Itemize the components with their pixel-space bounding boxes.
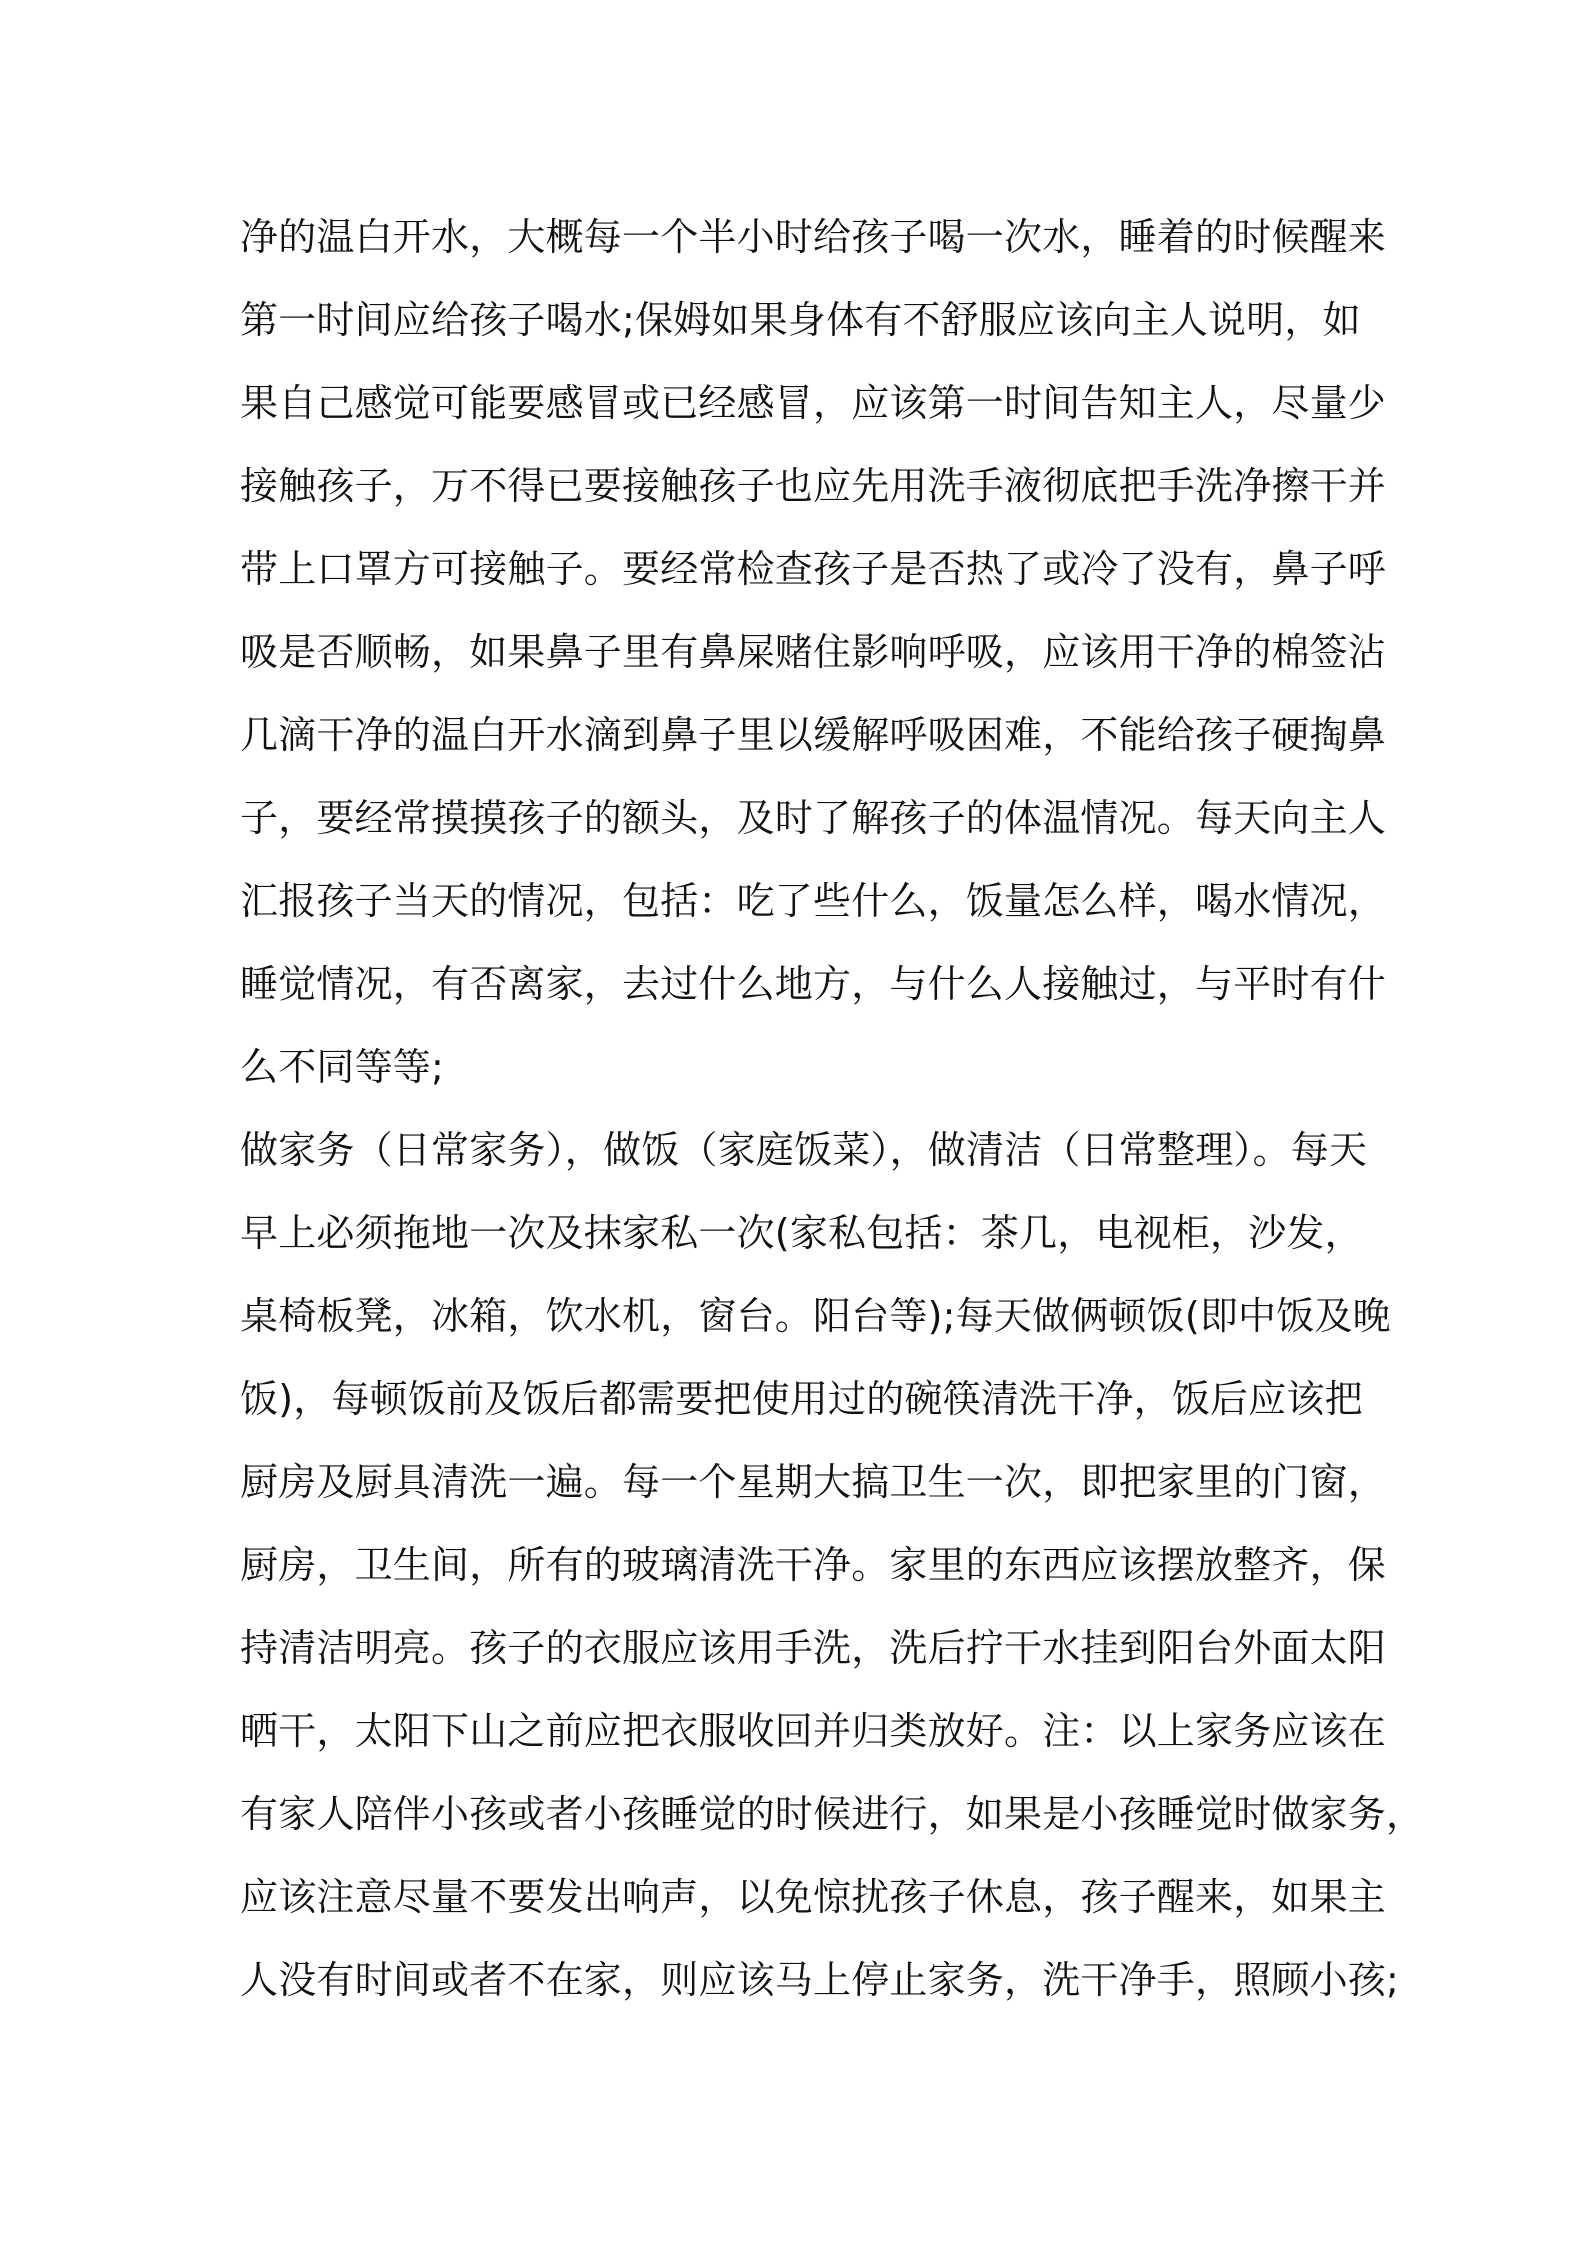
text-line-5: 带上口罩方可接触子。要经常检查孩子是否热了或冷了没有，鼻子呼 — [240, 547, 1387, 591]
text-line-7: 几滴干净的温白开水滴到鼻子里以缓解呼吸困难，不能给孩子硬掏鼻 — [240, 713, 1387, 757]
text-line-17: 厨房，卫生间，所有的玻璃清洗干净。家里的东西应该摆放整齐，保 — [240, 1543, 1387, 1587]
text-line-10: 睡觉情况，有否离家，去过什么地方，与什么人接触过，与平时有什 — [240, 962, 1387, 1006]
text-line-11: 么不同等等; — [240, 1045, 445, 1089]
text-line-22: 人没有时间或者不在家，则应该马上停止家务，洗干净手，照顾小孩; — [240, 1958, 1400, 2002]
text-line-21: 应该注意尽量不要发出响声，以免惊扰孩子休息，孩子醒来，如果主 — [240, 1875, 1387, 1919]
text-line-18: 持清洁明亮。孩子的衣服应该用手洗，洗后拧干水挂到阳台外面太阳 — [240, 1626, 1387, 1670]
text-line-1: 净的温白开水，大概每一个半小时给孩子喝一次水，睡着的时候醒来 — [240, 215, 1387, 259]
document-page — [240, 196, 1425, 2022]
text-line-8: 子，要经常摸摸孩子的额头，及时了解孩子的体温情况。每天向主人 — [240, 796, 1387, 840]
text-line-12: 做家务（日常家务），做饭（家庭饭菜），做清洁（日常整理）。每天 — [240, 1128, 1368, 1172]
text-line-19: 晒干，太阳下山之前应把衣服收回并归类放好。注：以上家务应该在 — [240, 1709, 1387, 1753]
text-line-4: 接触孩子，万不得已要接触孩子也应先用洗手液彻底把手洗净擦干并 — [240, 464, 1387, 508]
text-line-20: 有家人陪伴小孩或者小孩睡觉的时候进行，如果是小孩睡觉时做家务， — [240, 1792, 1425, 1836]
text-line-9: 汇报孩子当天的情况，包括：吃了些什么，饭量怎么样，喝水情况， — [240, 879, 1387, 923]
text-line-2: 第一时间应给孩子喝水;保姆如果身体有不舒服应该向主人说明，如 — [240, 298, 1361, 342]
text-line-15: 饭)，每顿饭前及饭后都需要把使用过的碗筷清洗干净，饭后应该把 — [240, 1377, 1363, 1421]
text-line-3: 果自己感觉可能要感冒或已经感冒，应该第一时间告知主人，尽量少 — [240, 381, 1387, 425]
text-line-14: 桌椅板凳，冰箱，饮水机，窗台。阳台等);每天做俩顿饭(即中饭及晚 — [240, 1294, 1391, 1338]
text-line-6: 吸是否顺畅，如果鼻子里有鼻屎赌住影响呼吸，应该用干净的棉签沾 — [240, 630, 1387, 674]
text-line-13: 早上必须拖地一次及抹家私一次(家私包括：茶几，电视柜，沙发， — [240, 1211, 1363, 1255]
text-line-16: 厨房及厨具清洗一遍。每一个星期大搞卫生一次，即把家里的门窗， — [240, 1460, 1387, 1504]
